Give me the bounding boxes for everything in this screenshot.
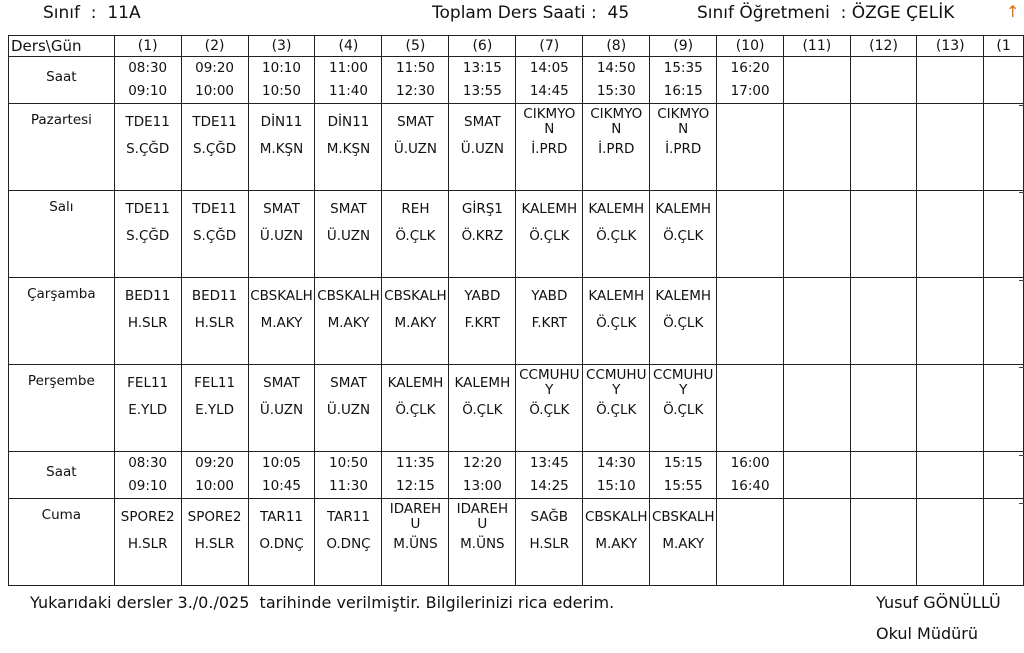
lesson-code: TDE11: [192, 200, 237, 217]
time-slot-cell: [650, 452, 717, 499]
teacher-code: Ö.ÇLK: [596, 228, 637, 244]
period-header: (5): [382, 36, 449, 57]
start-time: 08:30: [128, 60, 168, 76]
end-time: 12:15: [395, 478, 435, 494]
teacher-code: H.SLR: [529, 536, 570, 552]
lesson-cell: [516, 278, 583, 365]
lesson-cell: [248, 499, 315, 586]
lesson-code: SMAT: [330, 200, 367, 217]
lesson-code: BED11: [124, 287, 171, 304]
teacher-code: Ü.UZN: [326, 402, 371, 418]
teacher-code: S.ÇĞD: [192, 141, 237, 157]
edge-tick: [1019, 280, 1024, 281]
lesson-cell: [984, 278, 1024, 365]
teacher-code: M.AKY: [327, 315, 370, 331]
period-header: (2): [181, 36, 248, 57]
period-header: (13): [917, 36, 984, 57]
lesson-cell: [784, 104, 851, 191]
time-slot-cell: [181, 57, 248, 104]
lesson-cell: [850, 278, 917, 365]
period-header: (1: [984, 36, 1024, 57]
lesson-code: TAR11: [326, 508, 370, 525]
time-slot-cell: [984, 57, 1024, 104]
lesson-cell: [114, 191, 181, 278]
start-time: 11:50: [395, 60, 435, 76]
edge-tick: [1019, 192, 1024, 193]
lesson-cell: [516, 365, 583, 452]
end-time: 10:00: [195, 83, 235, 99]
teacher-code: S.ÇĞD: [126, 141, 170, 157]
teacher-code: Ö.ÇLK: [663, 402, 704, 418]
lesson-cell: [516, 104, 583, 191]
lesson-cell: [315, 365, 382, 452]
end-time: 14:25: [529, 478, 569, 494]
time-slot-cell: [449, 57, 516, 104]
period-header: (3): [248, 36, 315, 57]
teacher-code: Ö.ÇLK: [596, 402, 637, 418]
lesson-cell: [181, 191, 248, 278]
end-time: 15:55: [663, 478, 703, 494]
start-time: 14:30: [596, 455, 636, 471]
lesson-code: CIKMYO: [590, 106, 643, 122]
day-label: Cuma: [9, 499, 115, 586]
lesson-cell: [717, 365, 784, 452]
teacher-code: Ü.UZN: [259, 228, 304, 244]
lesson-cell: [850, 104, 917, 191]
teacher-code: F.KRT: [531, 315, 567, 331]
day-row: [9, 365, 1024, 452]
end-time: 10:50: [262, 83, 301, 99]
end-time: 09:10: [128, 83, 168, 99]
lesson-cell: [850, 191, 917, 278]
lesson-code: CBSKALH: [651, 508, 715, 525]
period-header: (1): [114, 36, 181, 57]
lesson-code: TDE11: [125, 200, 170, 217]
start-time: 10:05: [262, 455, 301, 471]
footer-note: Yukarıdaki dersler 3./0./025 tarihinde verilmiştir. Bilgilerinizi rica ederim.: [30, 593, 615, 612]
end-time: 10:45: [262, 478, 301, 494]
lesson-code: CBSKALH: [584, 508, 648, 525]
lesson-cell: [917, 499, 984, 586]
lesson-cell: [382, 499, 449, 586]
teacher-code: Ö.ÇLK: [663, 228, 704, 244]
teacher-code: İ.PRD: [665, 141, 702, 157]
lesson-code: YABD: [464, 287, 501, 304]
end-time: 16:15: [663, 83, 703, 99]
lesson-cell: [114, 104, 181, 191]
lesson-code: KALEMH: [387, 374, 444, 391]
principal-title: Okul Müdürü: [876, 624, 978, 643]
lesson-cell: [248, 191, 315, 278]
lesson-cell: [248, 104, 315, 191]
teacher-code: Ö.ÇLK: [529, 228, 570, 244]
lesson-code: TDE11: [125, 113, 170, 130]
time-slot-cell: [248, 57, 315, 104]
lesson-code: DİN11: [327, 113, 370, 130]
time-slot-cell: [784, 452, 851, 499]
time-row: [9, 57, 1024, 104]
period-header-row: [9, 36, 1024, 57]
teacher-code: M.ÜNS: [460, 536, 505, 552]
lesson-code: CIKMYO: [657, 106, 710, 122]
principal-name: Yusuf GÖNÜLLÜ: [876, 593, 1001, 612]
teacher-code: Ö.ÇLK: [596, 315, 637, 331]
lesson-cell: [516, 499, 583, 586]
time-slot-cell: [583, 452, 650, 499]
lesson-code: IDAREH: [389, 501, 442, 517]
start-time: 12:20: [462, 455, 502, 471]
edge-tick: [1019, 503, 1024, 504]
time-slot-cell: [850, 57, 917, 104]
end-time: 15:30: [596, 83, 636, 99]
lesson-cell: [650, 278, 717, 365]
lesson-cell: [516, 191, 583, 278]
start-time: 11:00: [329, 60, 368, 76]
lesson-code: KALEMH: [588, 200, 645, 217]
lesson-cell: [583, 278, 650, 365]
lesson-cell: [650, 104, 717, 191]
lesson-cell: [984, 365, 1024, 452]
lesson-code-continued: Y: [545, 382, 554, 398]
lesson-cell: [650, 499, 717, 586]
lesson-cell: [449, 278, 516, 365]
lesson-code: SPORE2: [187, 508, 242, 525]
teacher-code: Ü.UZN: [393, 141, 438, 157]
lesson-cell: [114, 278, 181, 365]
teacher-code: F.KRT: [464, 315, 501, 331]
time-slot-cell: [315, 57, 382, 104]
lesson-code: CCMUHU: [586, 367, 647, 383]
start-time: 09:20: [195, 455, 235, 471]
start-time: 16:20: [730, 60, 770, 76]
time-slot-cell: [917, 57, 984, 104]
end-time: 12:30: [395, 83, 435, 99]
time-slot-cell: [984, 452, 1024, 499]
lesson-cell: [181, 499, 248, 586]
time-row-label: Saat: [9, 452, 115, 499]
lesson-code: REH: [401, 200, 430, 217]
end-time: 13:00: [462, 478, 502, 494]
lesson-code: SPORE2: [120, 508, 175, 525]
time-slot-cell: [717, 57, 784, 104]
lesson-code-continued: N: [544, 121, 555, 137]
lesson-cell: [717, 278, 784, 365]
start-time: 16:00: [730, 455, 770, 471]
time-slot-cell: [449, 452, 516, 499]
day-label: Salı: [9, 191, 115, 278]
lesson-cell: [650, 191, 717, 278]
day-row: [9, 104, 1024, 191]
time-slot-cell: [784, 57, 851, 104]
period-header: (6): [449, 36, 516, 57]
teacher-code: M.AKY: [662, 536, 705, 552]
lesson-cell: [984, 499, 1024, 586]
time-slot-cell: [248, 452, 315, 499]
edge-tick: [1019, 367, 1024, 368]
teacher-code: O.DNÇ: [259, 536, 304, 552]
period-header: (12): [850, 36, 917, 57]
lesson-cell: [717, 104, 784, 191]
lesson-code: YABD: [531, 287, 568, 304]
lesson-cell: [315, 104, 382, 191]
lesson-code: SMAT: [330, 374, 367, 391]
start-time: 08:30: [128, 455, 168, 471]
period-header: (7): [516, 36, 583, 57]
teacher-code: M.AKY: [260, 315, 303, 331]
end-time: 17:00: [730, 83, 770, 99]
timetable: [8, 35, 1024, 586]
lesson-cell: [984, 104, 1024, 191]
total-hours-label: Toplam Ders Saati : 45: [432, 3, 630, 23]
start-time: 15:35: [663, 60, 703, 76]
end-time: 16:40: [730, 478, 770, 494]
lesson-cell: [449, 104, 516, 191]
teacher-code: M.AKY: [595, 536, 638, 552]
lesson-cell: [449, 365, 516, 452]
teacher-code: E.YLD: [128, 402, 168, 418]
lesson-cell: [784, 278, 851, 365]
lesson-code-continued: N: [611, 121, 622, 137]
teacher-code: O.DNÇ: [326, 536, 371, 552]
day-label: Perşembe: [9, 365, 115, 452]
teacher-code: Ö.ÇLK: [395, 402, 436, 418]
lesson-code: TAR11: [260, 508, 303, 525]
lesson-code-continued: U: [477, 516, 488, 532]
teacher-code: H.SLR: [194, 536, 235, 552]
time-slot-cell: [315, 452, 382, 499]
corner-arrow-icon: ↑: [1006, 2, 1020, 21]
lesson-cell: [248, 365, 315, 452]
lesson-cell: [583, 104, 650, 191]
lesson-code: SMAT: [263, 374, 300, 391]
start-time: 11:35: [395, 455, 435, 471]
time-row: [9, 452, 1024, 499]
lesson-code: KALEMH: [655, 200, 712, 217]
lesson-cell: [917, 278, 984, 365]
lesson-code: CIKMYO: [523, 106, 576, 122]
period-header: (9): [650, 36, 717, 57]
time-slot-cell: [382, 57, 449, 104]
lesson-code: DİN11: [260, 113, 303, 130]
day-row: [9, 499, 1024, 586]
lesson-code-continued: N: [678, 121, 689, 137]
lesson-cell: [917, 191, 984, 278]
lesson-cell: [181, 365, 248, 452]
lesson-code: CBSKALH: [317, 287, 380, 304]
edge-tick: [1019, 455, 1024, 456]
time-slot-cell: [114, 452, 181, 499]
lesson-cell: [248, 278, 315, 365]
period-header: (8): [583, 36, 650, 57]
lesson-code: KALEMH: [588, 287, 645, 304]
lesson-cell: [784, 191, 851, 278]
teacher-code: Ü.UZN: [460, 141, 504, 157]
end-time: 09:10: [128, 478, 168, 494]
lesson-code: CBSKALH: [250, 287, 313, 304]
teacher-code: E.YLD: [195, 402, 235, 418]
lesson-code-continued: Y: [612, 382, 621, 398]
day-row: [9, 191, 1024, 278]
lesson-cell: [382, 365, 449, 452]
teacher-code: H.SLR: [127, 536, 168, 552]
teacher-code: Ö.KRZ: [461, 228, 504, 244]
teacher-code: H.SLR: [127, 315, 168, 331]
time-row-label: Saat: [9, 57, 115, 104]
teacher-code: Ö.ÇLK: [462, 402, 503, 418]
teacher-code: İ.PRD: [598, 141, 635, 157]
lesson-cell: [717, 499, 784, 586]
teacher-code: İ.PRD: [531, 141, 568, 157]
start-time: 15:15: [663, 455, 703, 471]
lesson-code-continued: Y: [679, 382, 688, 398]
time-slot-cell: [583, 57, 650, 104]
day-label: Pazartesi: [9, 104, 115, 191]
lesson-cell: [382, 191, 449, 278]
lesson-cell: [382, 104, 449, 191]
start-time: 10:50: [329, 455, 368, 471]
teacher-code: Ü.UZN: [259, 402, 304, 418]
lesson-cell: [850, 499, 917, 586]
lesson-cell: [583, 365, 650, 452]
lesson-code: SMAT: [263, 200, 300, 217]
lesson-code: FEL11: [127, 374, 169, 391]
time-slot-cell: [516, 452, 583, 499]
lesson-code: GİRŞ1: [461, 200, 503, 217]
start-time: 14:05: [529, 60, 569, 76]
lesson-cell: [449, 191, 516, 278]
lesson-code: SAĞB: [530, 508, 569, 525]
time-slot-cell: [114, 57, 181, 104]
teacher-code: S.ÇĞD: [192, 228, 237, 244]
lesson-code: KALEMH: [521, 200, 578, 217]
start-time: 13:15: [462, 60, 502, 76]
end-time: 11:30: [329, 478, 368, 494]
lesson-cell: [850, 365, 917, 452]
lesson-cell: [784, 499, 851, 586]
teacher-code: Ü.UZN: [326, 228, 371, 244]
end-time: 15:10: [596, 478, 636, 494]
teacher-code: Ö.ÇLK: [663, 315, 704, 331]
start-time: 14:50: [596, 60, 636, 76]
lesson-code: SMAT: [464, 113, 501, 130]
time-slot-cell: [717, 452, 784, 499]
teacher-code: M.AKY: [394, 315, 437, 331]
time-slot-cell: [917, 452, 984, 499]
end-time: 11:40: [329, 83, 368, 99]
end-time: 10:00: [195, 478, 235, 494]
start-time: 13:45: [529, 455, 569, 471]
lesson-cell: [315, 499, 382, 586]
lesson-cell: [917, 104, 984, 191]
lesson-code: CCMUHU: [519, 367, 580, 383]
lesson-code: BED11: [191, 287, 238, 304]
time-slot-cell: [181, 452, 248, 499]
edge-tick: [1019, 105, 1024, 106]
day-row: [9, 278, 1024, 365]
end-time: 13:55: [462, 83, 502, 99]
class-teacher-label: Sınıf Öğretmeni : ÖZGE ÇELİK: [697, 3, 955, 23]
lesson-cell: [984, 191, 1024, 278]
period-header: (4): [315, 36, 382, 57]
corner-label: Ders\Gün: [9, 36, 115, 57]
period-header: (10): [717, 36, 784, 57]
lesson-cell: [917, 365, 984, 452]
lesson-code: KALEMH: [454, 374, 511, 391]
start-time: 09:20: [195, 60, 235, 76]
lesson-cell: [717, 191, 784, 278]
lesson-cell: [583, 191, 650, 278]
lesson-code: CCMUHU: [653, 367, 714, 383]
lesson-cell: [114, 499, 181, 586]
period-header: (11): [784, 36, 851, 57]
lesson-cell: [583, 499, 650, 586]
lesson-cell: [181, 104, 248, 191]
teacher-code: M.KŞN: [326, 141, 371, 157]
lesson-code: TDE11: [192, 113, 237, 130]
end-time: 14:45: [529, 83, 569, 99]
lesson-cell: [382, 278, 449, 365]
lesson-cell: [315, 278, 382, 365]
time-slot-cell: [382, 452, 449, 499]
teacher-code: Ö.ÇLK: [529, 402, 570, 418]
time-slot-cell: [516, 57, 583, 104]
lesson-code-continued: U: [410, 516, 421, 532]
day-label: Çarşamba: [9, 278, 115, 365]
lesson-code: SMAT: [397, 113, 434, 130]
lesson-cell: [315, 191, 382, 278]
teacher-code: S.ÇĞD: [126, 228, 170, 244]
lesson-cell: [784, 365, 851, 452]
lesson-code: CBSKALH: [384, 287, 447, 304]
class-label: Sınıf : 11A: [43, 3, 141, 23]
start-time: 10:10: [262, 60, 301, 76]
teacher-code: H.SLR: [194, 315, 235, 331]
lesson-cell: [114, 365, 181, 452]
teacher-code: Ö.ÇLK: [395, 228, 436, 244]
teacher-code: M.KŞN: [259, 141, 304, 157]
time-slot-cell: [650, 57, 717, 104]
lesson-cell: [650, 365, 717, 452]
lesson-cell: [181, 278, 248, 365]
lesson-code: IDAREH: [456, 501, 509, 517]
time-slot-cell: [850, 452, 917, 499]
teacher-code: M.ÜNS: [393, 536, 438, 552]
lesson-cell: [449, 499, 516, 586]
lesson-code: FEL11: [194, 374, 236, 391]
lesson-code: KALEMH: [655, 287, 712, 304]
